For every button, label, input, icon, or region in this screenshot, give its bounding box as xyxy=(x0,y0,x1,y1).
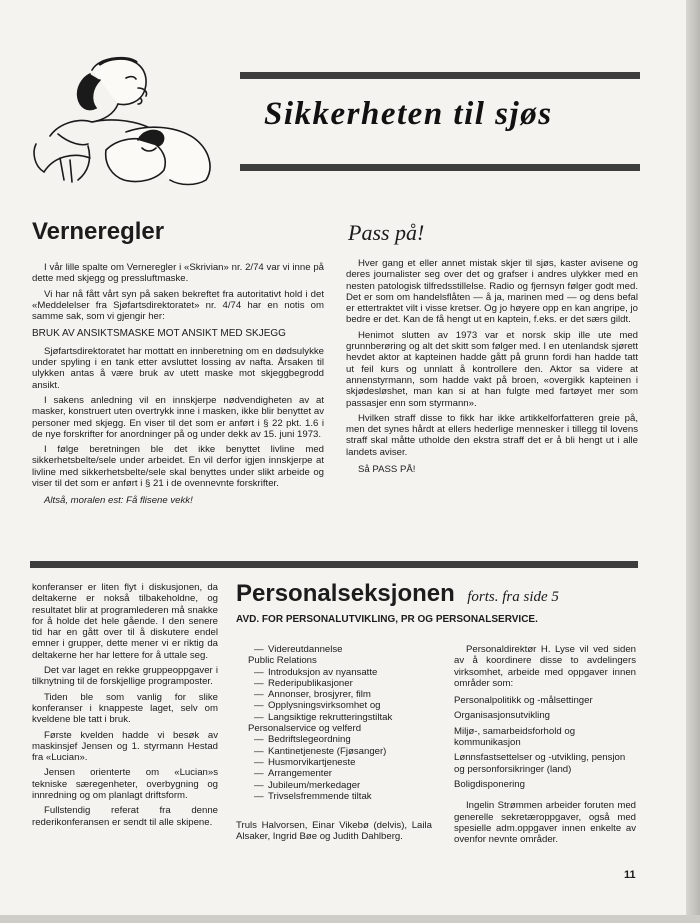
page-bottom-edge xyxy=(0,915,700,923)
conference-paragraph: Tiden ble som vanlig for slike konferanser i knappeste laget, selv om kveldene ble tatt i bruk. xyxy=(32,691,218,726)
list-item: — Kantinetjeneste (Fjøsanger) xyxy=(254,746,434,757)
passpa-heading: Pass på! xyxy=(348,220,425,245)
title-rule-bottom xyxy=(240,164,640,171)
area-item: Boligdisponering xyxy=(454,778,525,790)
list-item: — Rederipublikasjoner xyxy=(254,678,434,689)
pr-list xyxy=(248,667,434,723)
area-item: Personalpolitikk og -målsettinger xyxy=(454,695,593,707)
personal-continued: forts. fra side 5 xyxy=(467,589,559,605)
conference-article xyxy=(32,582,218,832)
personal-outro: Ingelin Strømmen arbeider foruten med generelle sekretæroppgaver, også med spesielle adm.oppgaver innen enkelte av ovenfor nevnte områder. xyxy=(454,800,636,846)
passpa-paragraph: Henimot slutten av 1973 var et norsk skip ille ute med grunnberøring og alt det skitt som følger med. I en utenlandsk sjørett hevdet aktor at kapteinen hadde gått på grunn fordi han hadde tatt ut feil kurs og unnlatt å kontrollere den. Aktor sa videre at annenstyrmann, som hadde vakt på broen, «overgikk kapteinen i skjødesløshet, man kan si at han fulgte med fartøyet mer som passasjer enn som styrmann». xyxy=(346,329,638,409)
personal-heading: Personalseksjonen xyxy=(236,580,455,607)
list-item: — Bedriftslegeordning xyxy=(254,734,434,745)
verneregler-article xyxy=(32,262,324,511)
verneregler-paragraph: Sjøfartsdirektoratet har mottatt en innberetning om en dødsulykke under spyling i en tank etter avsluttet lossing av nafta. Årsaken til ulykken antas å være bruk av utett maske mot skjeggbegrodd ansikt. xyxy=(32,345,324,391)
passpa-paragraph: Hvilken straff disse to fikk har ikke artikkelforfatteren greie på, men det synes hårdt at ellers hederlige mennesker i tillegg til lovens straff skal måtte utholde den ekstra straff det er å bli hengt ut i alle landets aviser. xyxy=(346,412,638,458)
list-item: — Husmorvikartjeneste xyxy=(254,757,434,768)
group-title: Public Relations xyxy=(248,655,317,667)
passpa-article xyxy=(346,258,638,479)
list-item: — Annonser, brosjyrer, film xyxy=(254,689,434,700)
sailor-woman-cartoon-icon xyxy=(30,48,220,188)
verneregler-heading: Verneregler xyxy=(32,218,165,245)
list-item: — Videreutdannelse xyxy=(254,644,434,655)
verneregler-paragraph: I sakens anledning vil en innskjerpe nødvendigheten av at masker, konstruert uten overtrykk inne i masken, ikke blir benyttet av personer med skjegg. En viser til det som er anført i § 22 pkt. 1.6 i de nye forskrifter for anordninger på og under dekk av 15. juni 1973. xyxy=(32,394,324,440)
section-divider xyxy=(30,561,638,568)
list-item: — Opplysningsvirksomhet og xyxy=(254,700,434,711)
title-rule-top xyxy=(240,72,640,79)
list-item: — Langsiktige rekrutteringstiltak xyxy=(254,712,434,723)
page-binding xyxy=(686,0,700,923)
area-item: Lønnsfastsettelser og -utvikling, pensjon og personforsikringer (land) xyxy=(454,752,626,775)
service-list xyxy=(248,734,434,802)
verneregler-subheading: BRUK AV ANSIKTSMASKE MOT ANSIKT MED SKJEGG xyxy=(32,328,286,340)
personal-left-list xyxy=(248,644,434,802)
group-title: Personalservice og velferd xyxy=(248,723,362,735)
personal-top-list xyxy=(248,644,434,655)
list-item: — Introduksjon av nyansatte xyxy=(254,667,434,678)
personal-staff-names: Truls Halvorsen, Einar Vikebø (delvis), Laila Alsaker, Ingrid Bøe og Judith Dahlberg. xyxy=(236,820,432,843)
conference-paragraph: Fullstendig referat fra denne rederikonferansen er sendt til alle skipene. xyxy=(32,805,218,828)
conference-paragraph: Det var laget en rekke gruppeoppgaver i tilknytning til de forskjellige programposter. xyxy=(32,665,218,688)
verneregler-paragraph: I vår lille spalte om Verneregler i «Skrivian» nr. 2/74 var vi inne på dette med skjegg og pressluftmaske. xyxy=(32,262,324,285)
area-item: Miljø-, samarbeidsforhold og kommunikasjon xyxy=(454,725,576,749)
passpa-closing: Så PASS PÅ! xyxy=(358,464,416,476)
page-title: Sikkerheten til sjøs xyxy=(264,96,553,132)
conference-paragraph: Jensen orienterte om «Lucian»s tekniske særegenheter, overbygning og innredning og om planlagt driftsform. xyxy=(32,767,218,802)
passpa-paragraph: Hver gang et eller annet mistak skjer til sjøs, kaster avisene og deres journalister seg over det og grafser i andres ulykker med en nesten patologisk tilfredsstillelse. Radio og fjernsyn følger godt med. Det er som om handelsflåten — å ja, marinen med — og dens befal er ettertraktet vilt i visse kretser. Og jo høyere opp en kan angripe, jo bedre er det. Kan de få hengt ut en kaptein, f.eks. er det særs gildt. xyxy=(346,258,638,326)
verneregler-paragraph: Vi har nå fått vårt syn på saken bekreftet fra autoritativt hold i det «Meddelelser fra Sjøfartsdirektoratet» nr. 4/74 har en notis om samme sak, som vi gjengir her: xyxy=(32,288,324,323)
area-item: Organisasjonsutvikling xyxy=(454,710,550,722)
conference-paragraph: konferanser er liten flyt i diskusjonen, da deltakerne er nokså tilbakeholdne, og resultatet blir at programlederen må snakke for å holde det hele gående. I den senere tid har en gått over til å diskutere endel emner i grupper, dette mener vi er riktig da deltakerne her har lettere for å uttale seg. xyxy=(32,582,218,661)
verneregler-closing: Altså, moralen est: Få flisene vekk! xyxy=(44,495,193,507)
conference-paragraph: Første kvelden hadde vi besøk av maskinsjef Jensen og 1. styrmann Hestad fra «Lucian». xyxy=(32,729,218,764)
personal-intro: Personaldirektør H. Lyse vil ved siden av å koordinere disse to avdelingers virksomhet, arbeide med oppgaver innen områder som: xyxy=(454,644,636,689)
personal-subheading: AVD. FOR PERSONALUTVIKLING, PR OG PERSONALSERVICE. xyxy=(236,614,538,625)
list-item: — Trivselsfremmende tiltak xyxy=(254,791,434,802)
personal-heading-row xyxy=(236,580,559,608)
verneregler-paragraph: I følge beretningen ble det ikke benyttet livline med sikkerhetsbelte/sele under arbeidet. En vil derfor igjen innskjerpe at livline med sikkerhetsbelte/sele skal benyttes under slikt arbeide og viser til det som er anført i § 21 i de ovennevnte forskrifter. xyxy=(32,444,324,490)
personal-right-column xyxy=(454,644,636,849)
page-number: 11 xyxy=(624,869,636,881)
cartoon-illustration xyxy=(30,48,220,188)
list-item: — Arrangementer xyxy=(254,768,434,779)
list-item: — Jubileum/merkedager xyxy=(254,780,434,791)
